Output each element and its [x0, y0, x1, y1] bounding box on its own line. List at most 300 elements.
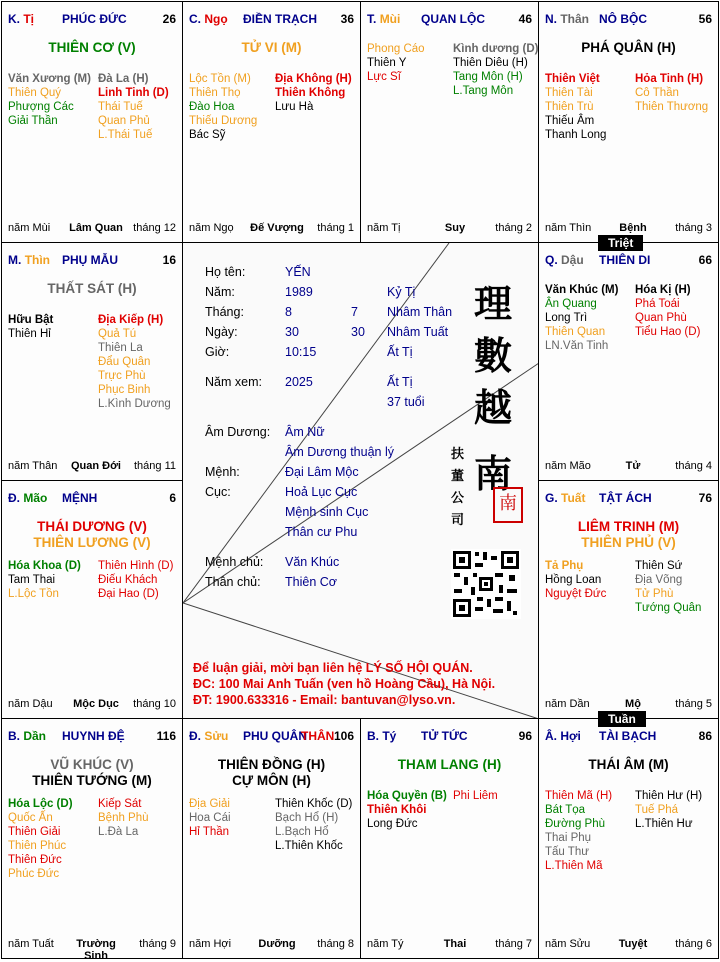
- minor-star: Bệnh Phù: [98, 812, 149, 824]
- name-label: Họ tên:: [205, 265, 246, 279]
- minor-star-column: [453, 42, 538, 98]
- minor-star: Thiên Tài: [545, 87, 593, 99]
- palace-stage: Đế Vượng: [250, 222, 304, 234]
- palace-age: 116: [156, 729, 176, 743]
- minor-star: Thiên Y: [367, 57, 407, 69]
- amduong-value: Âm Nữ: [285, 425, 325, 439]
- minor-star: Địa Không (H): [275, 73, 352, 85]
- small-char-4: 司: [451, 513, 465, 528]
- minor-star-column: [275, 72, 352, 114]
- palace-stage: Trường Sinh: [76, 938, 116, 962]
- palace-position: [189, 729, 228, 743]
- palace-branch: Thân: [560, 12, 590, 26]
- palace-month: tháng 6: [675, 938, 712, 950]
- minor-star: Giải Thần: [8, 115, 58, 127]
- palace-age: 66: [698, 253, 712, 267]
- minor-star: Thiên Đức: [8, 854, 62, 866]
- main-stars: [4, 40, 180, 56]
- minor-star: Văn Khúc (M): [545, 284, 619, 296]
- minor-star-column: [8, 313, 53, 341]
- cuc-value: Hoả Lục Cục: [285, 485, 358, 499]
- minor-star-column: [8, 559, 81, 601]
- minor-star: Tả Phụ: [545, 560, 584, 572]
- palace-header: [8, 253, 176, 269]
- palace-header: [8, 12, 176, 28]
- main-star: THIÊN CƠ (V): [48, 40, 136, 55]
- minor-star: Bạch Hổ (H): [275, 812, 339, 824]
- minor-star: Lưu Hà: [275, 101, 314, 113]
- main-stars: [541, 40, 716, 56]
- palace-branch: Dậu: [561, 253, 584, 267]
- palace-age: 96: [518, 729, 532, 743]
- minor-star-column: [275, 797, 352, 853]
- palace-month: tháng 10: [133, 698, 176, 710]
- palace-month: tháng 5: [675, 698, 712, 710]
- minor-star-column: [8, 72, 91, 128]
- palace-branch: Dần: [23, 729, 47, 743]
- minor-star: Thiên Hình (D): [98, 560, 174, 572]
- palace-age: 46: [518, 12, 532, 26]
- minor-star: L.Bạch Hổ: [275, 826, 329, 838]
- cuc-relation: Mệnh sinh Cục: [285, 505, 369, 519]
- main-star: LIÊM TRINH (M): [577, 519, 680, 534]
- main-stars: [541, 519, 716, 551]
- palace-year: năm Tị: [367, 222, 401, 234]
- palace-position: [189, 12, 228, 26]
- palace-position: [367, 12, 400, 26]
- minor-star: Trực Phù: [98, 370, 146, 382]
- palace-age: 56: [698, 12, 712, 26]
- palace-branch: Sửu: [204, 729, 229, 743]
- minor-star: Hóa Quyền (B): [367, 790, 447, 802]
- year-lunar: Kỷ Tị: [387, 285, 416, 299]
- palace-tuat[interactable]: [539, 481, 719, 719]
- view-year-canchi: Ất Tị: [387, 375, 413, 389]
- minor-star: Địa Kiếp (H): [98, 314, 164, 326]
- palace-name: MỆNH: [62, 491, 98, 505]
- minor-star: Phúc Đức: [8, 868, 60, 880]
- palace-ti[interactable]: [361, 719, 539, 959]
- minor-star: Lực Sĩ: [367, 71, 401, 83]
- palace-stage: Suy: [444, 222, 466, 234]
- palace-age: 36: [340, 12, 354, 26]
- palace-position-letter: K.: [8, 12, 20, 26]
- minor-star: Linh Tinh (D): [98, 87, 169, 99]
- palace-month: tháng 2: [495, 222, 532, 234]
- hour-label: Giờ:: [205, 345, 230, 359]
- minor-star: Phục Binh: [98, 384, 151, 396]
- palace-year: năm Tuất: [8, 938, 54, 950]
- palace-than-marker: THÂN: [301, 729, 335, 743]
- palace-position-letter: C.: [189, 12, 201, 26]
- day-label: Ngày:: [205, 325, 238, 339]
- palace-month: tháng 12: [133, 222, 176, 234]
- triet-tag: Triệt: [598, 235, 643, 251]
- minor-star: Thiên Diêu (H): [453, 57, 528, 69]
- minor-star: Thai Phụ: [545, 832, 592, 844]
- palace-dan[interactable]: [2, 719, 183, 962]
- palace-position-letter: Â.: [545, 729, 557, 743]
- palace-stage: Tuyệt: [618, 938, 648, 950]
- palace-year: năm Dần: [545, 698, 590, 710]
- palace-name: TẬT ÁCH: [599, 491, 652, 505]
- palace-than[interactable]: [539, 2, 719, 243]
- minor-star: Thiên Thương: [635, 101, 709, 113]
- palace-thin[interactable]: [2, 243, 183, 481]
- minor-star-column: [545, 559, 606, 601]
- minor-star: Phá Toái: [635, 298, 680, 310]
- main-star: THIÊN TƯỚNG (M): [32, 773, 152, 788]
- palace-ty[interactable]: [2, 2, 183, 243]
- minor-star-column: [98, 313, 171, 411]
- palace-footer: [189, 938, 354, 952]
- palace-footer: [545, 222, 712, 236]
- palace-position: [8, 253, 50, 267]
- hour-canchi: Ất Tị: [387, 345, 413, 359]
- palace-position-letter: B.: [8, 729, 20, 743]
- palace-position-letter: Đ.: [8, 491, 20, 505]
- tuvi-chart: [1, 1, 719, 962]
- day-canchi: Nhâm Tuất: [387, 325, 449, 339]
- palace-footer: [367, 938, 532, 952]
- minor-star: Quốc Ấn: [8, 812, 53, 824]
- minor-star: Thiên Khốc (D): [275, 798, 353, 810]
- day-solar: 30: [285, 325, 299, 339]
- palace-header: [367, 12, 532, 28]
- palace-mao[interactable]: [2, 481, 183, 719]
- palace-year: năm Tý: [367, 938, 404, 950]
- minor-star: Quan Phù: [635, 312, 687, 324]
- main-star: CỰ MÔN (H): [232, 773, 311, 788]
- main-star: THÁI DƯƠNG (V): [37, 519, 147, 534]
- palace-branch: Tuất: [561, 491, 586, 505]
- palace-age: 16: [162, 253, 176, 267]
- center-info-panel: [183, 243, 539, 719]
- palace-month: tháng 4: [675, 460, 712, 472]
- menh-label: Mệnh:: [205, 465, 240, 479]
- minor-star: Thiên Không: [275, 87, 346, 99]
- minor-star: Ân Quang: [545, 298, 597, 310]
- palace-branch: Hợi: [560, 729, 581, 743]
- minor-star: L.Thái Tuế: [98, 129, 153, 141]
- minor-star: Đại Hao (D): [98, 588, 159, 600]
- minor-star-column: [189, 72, 257, 142]
- palace-name: TỬ TỨC: [421, 729, 468, 743]
- minor-star-column: [635, 72, 708, 114]
- minor-star: Thiên Mã (H): [545, 790, 613, 802]
- palace-ngo[interactable]: [183, 2, 361, 243]
- palace-branch: Mùi: [379, 12, 401, 26]
- main-stars: [4, 281, 180, 297]
- minor-star: Cô Thần: [635, 87, 679, 99]
- minor-star-column: [367, 789, 447, 831]
- palace-branch: Ngọ: [204, 12, 228, 26]
- palace-month: tháng 9: [139, 938, 176, 950]
- minor-star-column: [98, 797, 149, 839]
- minor-star: Phong Cáo: [367, 43, 425, 55]
- calligraphy-char-2: 數: [473, 333, 512, 378]
- minor-star: Hoa Cái: [189, 812, 231, 824]
- main-star: THIÊN ĐỒNG (H): [217, 757, 326, 772]
- palace-stage: Thai: [443, 938, 467, 950]
- minor-star: Thiên Việt: [545, 73, 600, 85]
- palace-stage: Quan Đới: [71, 460, 121, 472]
- palace-age: 106: [333, 729, 354, 743]
- minor-star-column: [367, 42, 425, 84]
- minor-star: Hóa Lộc (D): [8, 798, 73, 810]
- minor-star: Quả Tú: [98, 328, 137, 340]
- minor-star: Thiên Sứ: [635, 560, 683, 572]
- main-star: TỬ VI (M): [241, 40, 302, 55]
- contact-address: ĐC: 100 Mai Anh Tuấn (ven hồ Hoàng Cầu), Hà Nội.: [193, 677, 496, 691]
- main-stars: [185, 40, 358, 56]
- minor-star: Tử Phù: [635, 588, 674, 600]
- amduong-note: Âm Dương thuận lý: [285, 445, 394, 459]
- minor-star: L.Kình Dương: [98, 398, 171, 410]
- minor-star: Hồng Loan: [545, 574, 602, 586]
- hour-value: 10:15: [285, 345, 317, 359]
- minor-star: Thiên Hư (H): [635, 790, 703, 802]
- palace-footer: [545, 460, 712, 474]
- month-canchi: Nhâm Thân: [387, 305, 453, 319]
- minor-star: Tuế Phá: [635, 804, 679, 816]
- palace-footer: [8, 938, 176, 962]
- minor-star: Long Đức: [367, 818, 418, 830]
- minor-star-column: [545, 789, 612, 873]
- minor-star: Thiên Trù: [545, 101, 594, 113]
- palace-footer: [8, 460, 176, 474]
- minor-star: Lộc Tồn (M): [189, 73, 251, 85]
- minor-star: L.Thiên Khốc: [275, 840, 343, 852]
- palace-position: [8, 491, 47, 505]
- palace-name: PHỤ MẪU: [62, 253, 118, 267]
- minor-star: Thiếu Âm: [545, 115, 595, 127]
- main-stars: [541, 757, 716, 773]
- year-value: 1989: [285, 285, 313, 299]
- palace-age: 6: [169, 491, 176, 505]
- palace-year: năm Hợi: [189, 938, 232, 950]
- minor-star-column: [635, 559, 701, 615]
- palace-month: tháng 1: [317, 222, 354, 234]
- palace-header: [545, 253, 712, 269]
- palace-stage: Mộ: [625, 698, 641, 710]
- minor-star: Hỏa Tinh (H): [635, 73, 704, 85]
- palace-header: [367, 729, 532, 745]
- day-lunar: 30: [351, 325, 365, 339]
- palace-name: NÔ BỘC: [599, 12, 647, 26]
- palace-stage: Dưỡng: [258, 938, 296, 950]
- minor-star: L.Đà La: [98, 826, 139, 838]
- palace-header: [189, 12, 354, 28]
- palace-header: [8, 491, 176, 507]
- palace-position-letter: Đ.: [189, 729, 201, 743]
- minor-star: Nguyệt Đức: [545, 588, 607, 600]
- palace-year: năm Sửu: [545, 938, 591, 950]
- minor-star: Thái Tuế: [98, 101, 143, 113]
- small-char-2: 董: [451, 469, 465, 484]
- minor-star: Kiếp Sát: [98, 798, 142, 810]
- palace-branch: Mão: [23, 491, 48, 505]
- palace-age: 86: [698, 729, 712, 743]
- palace-suu[interactable]: [183, 719, 361, 959]
- palace-position: [545, 729, 581, 743]
- minor-star: L.Thiên Hư: [635, 818, 693, 830]
- palace-footer: [545, 698, 712, 712]
- month-solar: 8: [285, 305, 292, 319]
- minor-star: Địa Giải: [189, 798, 230, 810]
- main-star: THIÊN LƯƠNG (V): [33, 535, 151, 550]
- main-star: PHÁ QUÂN (H): [581, 40, 676, 55]
- menhchu-value: Văn Khúc: [285, 555, 340, 569]
- minor-star: Đường Phù: [545, 818, 605, 830]
- palace-position-letter: G.: [545, 491, 558, 505]
- main-stars: [185, 757, 358, 789]
- palace-year: năm Mão: [545, 460, 591, 472]
- palace-month: tháng 8: [317, 938, 354, 950]
- minor-star: Long Trì: [545, 312, 588, 324]
- minor-star: Thiên Phúc: [8, 840, 67, 852]
- minor-star-column: [189, 797, 231, 839]
- minor-star: Tam Thai: [8, 574, 56, 586]
- main-star: THAM LANG (H): [397, 757, 502, 772]
- palace-age: 76: [698, 491, 712, 505]
- minor-star: Điếu Khách: [98, 574, 158, 586]
- main-star: THIÊN PHỦ (V): [581, 535, 676, 550]
- palace-position: [545, 253, 584, 267]
- palace-header: [189, 729, 354, 745]
- minor-star: Tướng Quân: [635, 602, 702, 614]
- palace-name: PHU QUÂN: [243, 729, 308, 743]
- minor-star: Địa Võng: [635, 574, 683, 586]
- main-stars: [4, 757, 180, 789]
- minor-star-column: [98, 559, 173, 601]
- month-lunar: 7: [351, 305, 358, 319]
- contact-line-1: Để luận giải, mời bạn liên hệ LÝ SỐ HỘI QUÁN.: [193, 661, 473, 675]
- palace-branch: Tý: [382, 729, 397, 743]
- palace-mui[interactable]: [361, 2, 539, 243]
- palace-age: 26: [162, 12, 176, 26]
- minor-star: Thiên La: [98, 342, 143, 354]
- palace-name: THIÊN DI: [599, 253, 651, 267]
- than-position: Thân cư Phu: [285, 525, 358, 539]
- minor-star-column: [635, 283, 700, 339]
- palace-year: năm Thân: [8, 460, 58, 472]
- palace-name: ĐIỀN TRẠCH: [243, 12, 317, 26]
- calligraphy-char-1: 理: [473, 281, 512, 326]
- palace-position-letter: T.: [367, 12, 377, 26]
- palace-year: năm Dậu: [8, 698, 53, 710]
- minor-star: Quan Phủ: [98, 115, 150, 127]
- minor-star: L.Lộc Tồn: [8, 588, 59, 600]
- palace-name: TÀI BẠCH: [599, 729, 657, 743]
- palace-hoi[interactable]: [539, 719, 719, 959]
- palace-stage: Lâm Quan: [69, 222, 123, 234]
- palace-month: tháng 11: [133, 460, 176, 472]
- palace-year: năm Mùi: [8, 222, 51, 234]
- menhchu-label: Mệnh chủ:: [205, 555, 264, 569]
- calligraphy-char-4: 南: [473, 451, 512, 496]
- minor-star: Thiên Giải: [8, 826, 61, 838]
- palace-month: tháng 7: [495, 938, 532, 950]
- main-star: THẤT SÁT (H): [47, 281, 137, 296]
- minor-star: Thiên Thọ: [189, 87, 241, 99]
- main-stars: [4, 519, 180, 551]
- minor-star: Phượng Các: [8, 101, 74, 113]
- palace-position-letter: B.: [367, 729, 379, 743]
- minor-star: Tiểu Hao (D): [635, 326, 701, 338]
- main-stars: [363, 757, 536, 773]
- palace-name: HUYNH ĐỆ: [62, 729, 125, 743]
- main-star: VŨ KHÚC (V): [50, 757, 134, 772]
- main-star: THÁI ÂM (M): [588, 757, 669, 772]
- minor-star-column: [545, 283, 618, 353]
- small-char-1: 扶: [451, 447, 465, 462]
- minor-star-column: [453, 789, 498, 803]
- minor-star: Văn Xương (M): [8, 73, 91, 85]
- palace-footer: [8, 222, 176, 236]
- palace-dau[interactable]: [539, 243, 719, 481]
- month-label: Tháng:: [205, 305, 244, 319]
- minor-star: Thiếu Dương: [189, 115, 258, 127]
- minor-star: Đà La (H): [98, 73, 149, 85]
- amduong-label: Âm Dương:: [205, 425, 271, 439]
- palace-month: tháng 3: [675, 222, 712, 234]
- palace-position-letter: M.: [8, 253, 22, 267]
- minor-star: Thiên Quý: [8, 87, 62, 99]
- minor-star: Hóa Kị (H): [635, 284, 691, 296]
- view-year-label: Năm xem:: [205, 375, 262, 389]
- minor-star-column: [98, 72, 169, 142]
- palace-header: [545, 12, 712, 28]
- palace-header: [545, 729, 712, 745]
- minor-star: Tang Môn (H): [453, 71, 523, 83]
- palace-position: [367, 729, 396, 743]
- palace-name: PHÚC ĐỨC: [62, 12, 127, 26]
- minor-star: L.Tang Môn: [453, 85, 514, 97]
- minor-star: Thanh Long: [545, 129, 607, 141]
- minor-star: Hỉ Thần: [189, 826, 230, 838]
- year-label: Năm:: [205, 285, 235, 299]
- contact-phone-email: ĐT: 1900.633316 - Email: bantuvan@lyso.vn.: [193, 693, 456, 707]
- thanchu-label: Thân chủ:: [205, 575, 261, 589]
- minor-star: Hữu Bật: [8, 314, 54, 326]
- palace-footer: [8, 698, 176, 712]
- palace-position: [8, 12, 34, 26]
- palace-position: [545, 12, 589, 26]
- palace-branch: Tị: [23, 12, 35, 26]
- view-year-value: 2025: [285, 375, 313, 389]
- calligraphy-char-3: 越: [473, 385, 512, 430]
- minor-star: Thiên Quan: [545, 326, 606, 338]
- palace-position-letter: Q.: [545, 253, 558, 267]
- palace-position: [545, 491, 585, 505]
- small-char-3: 公: [451, 491, 465, 506]
- minor-star: Phi Liêm: [453, 790, 498, 802]
- minor-star-column: [8, 797, 73, 881]
- age-value: 37 tuổi: [387, 395, 425, 409]
- palace-position-letter: N.: [545, 12, 557, 26]
- palace-stage: Bệnh: [619, 222, 647, 234]
- palace-footer: [367, 222, 532, 236]
- palace-header: [545, 491, 712, 507]
- minor-star: L.Thiên Mã: [545, 860, 603, 872]
- cuc-label: Cục:: [205, 485, 231, 499]
- minor-star-column: [545, 72, 606, 142]
- minor-star: Thiên Khôi: [367, 804, 427, 816]
- minor-star-column: [635, 789, 702, 831]
- minor-star: Thiên Hỉ: [8, 328, 51, 340]
- palace-name: QUAN LỘC: [421, 12, 485, 26]
